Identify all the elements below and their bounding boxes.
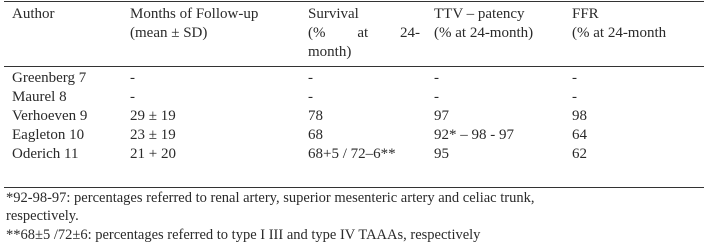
cell-ffr: 62: [572, 146, 587, 162]
cell-followup: -: [130, 89, 135, 105]
header-ffr-line2: (% at 24-month: [572, 25, 667, 41]
cell-ttv: -: [434, 89, 439, 105]
table-top-rule: [4, 1, 704, 2]
cell-survival: -: [308, 89, 313, 105]
cell-ffr: -: [572, 70, 577, 86]
footnote-patency-continued: respectively.: [6, 208, 79, 224]
header-followup: [130, 5, 258, 43]
table-row: [0, 126, 705, 145]
cell-ttv: 95: [434, 146, 449, 162]
cell-ffr: -: [572, 89, 577, 105]
cell-ttv: -: [434, 70, 439, 86]
cell-author: Maurel 8: [12, 89, 67, 105]
header-followup-line2: (mean ± SD): [130, 25, 208, 41]
table-bottom-rule: [4, 187, 704, 188]
cell-followup: -: [130, 70, 135, 86]
header-followup-line1: Months of Follow-up: [130, 6, 259, 22]
cell-followup: 23 ± 19: [130, 127, 176, 143]
cell-survival: 68+5 / 72–6**: [308, 146, 396, 162]
footnote-survival: **68±5 /72±6: percentages referred to type I III and type IV TAAAs, respectively: [6, 227, 481, 243]
cell-followup: 29 ± 19: [130, 108, 176, 124]
cell-survival: 68: [308, 127, 323, 143]
header-survival-word-c: 24-: [399, 25, 420, 41]
cell-ttv: 97: [434, 108, 449, 124]
header-survival-word-b: at: [357, 25, 369, 41]
header-ttv-line1: TTV – patency: [434, 6, 525, 22]
cell-author: Verhoeven 9: [12, 108, 88, 124]
table-row: [0, 69, 705, 88]
cell-ffr: 64: [572, 127, 587, 143]
table-header-rule: [4, 66, 704, 67]
cell-author: Eagleton 10: [12, 127, 85, 143]
table-row: [0, 88, 705, 107]
cell-survival: 78: [308, 108, 323, 124]
cell-ffr: 98: [572, 108, 587, 124]
cell-followup: 21 + 20: [130, 146, 176, 162]
table-row: [0, 107, 705, 126]
cell-ttv: 92* – 98 - 97: [434, 127, 514, 143]
cell-author: Greenberg 7: [12, 70, 87, 86]
header-ttv-line2: (% at 24-month): [434, 25, 534, 41]
cell-survival: -: [308, 70, 313, 86]
footnote-patency: *92-98-97: percentages referred to renal artery, superior mesenteric artery and celiac trunk,: [6, 190, 535, 206]
header-ffr: [572, 5, 666, 43]
header-survival-line2: [308, 24, 420, 43]
table-row: [0, 145, 705, 164]
header-survival-line3: month): [308, 44, 352, 60]
header-ffr-line1: FFR: [572, 6, 599, 22]
cell-author: Oderich 11: [12, 146, 79, 162]
header-ttv: [434, 5, 533, 43]
header-author: Author: [12, 6, 55, 22]
header-survival: [308, 5, 420, 62]
header-survival-word-a: (%: [308, 25, 326, 41]
header-survival-line1: Survival: [308, 6, 359, 22]
